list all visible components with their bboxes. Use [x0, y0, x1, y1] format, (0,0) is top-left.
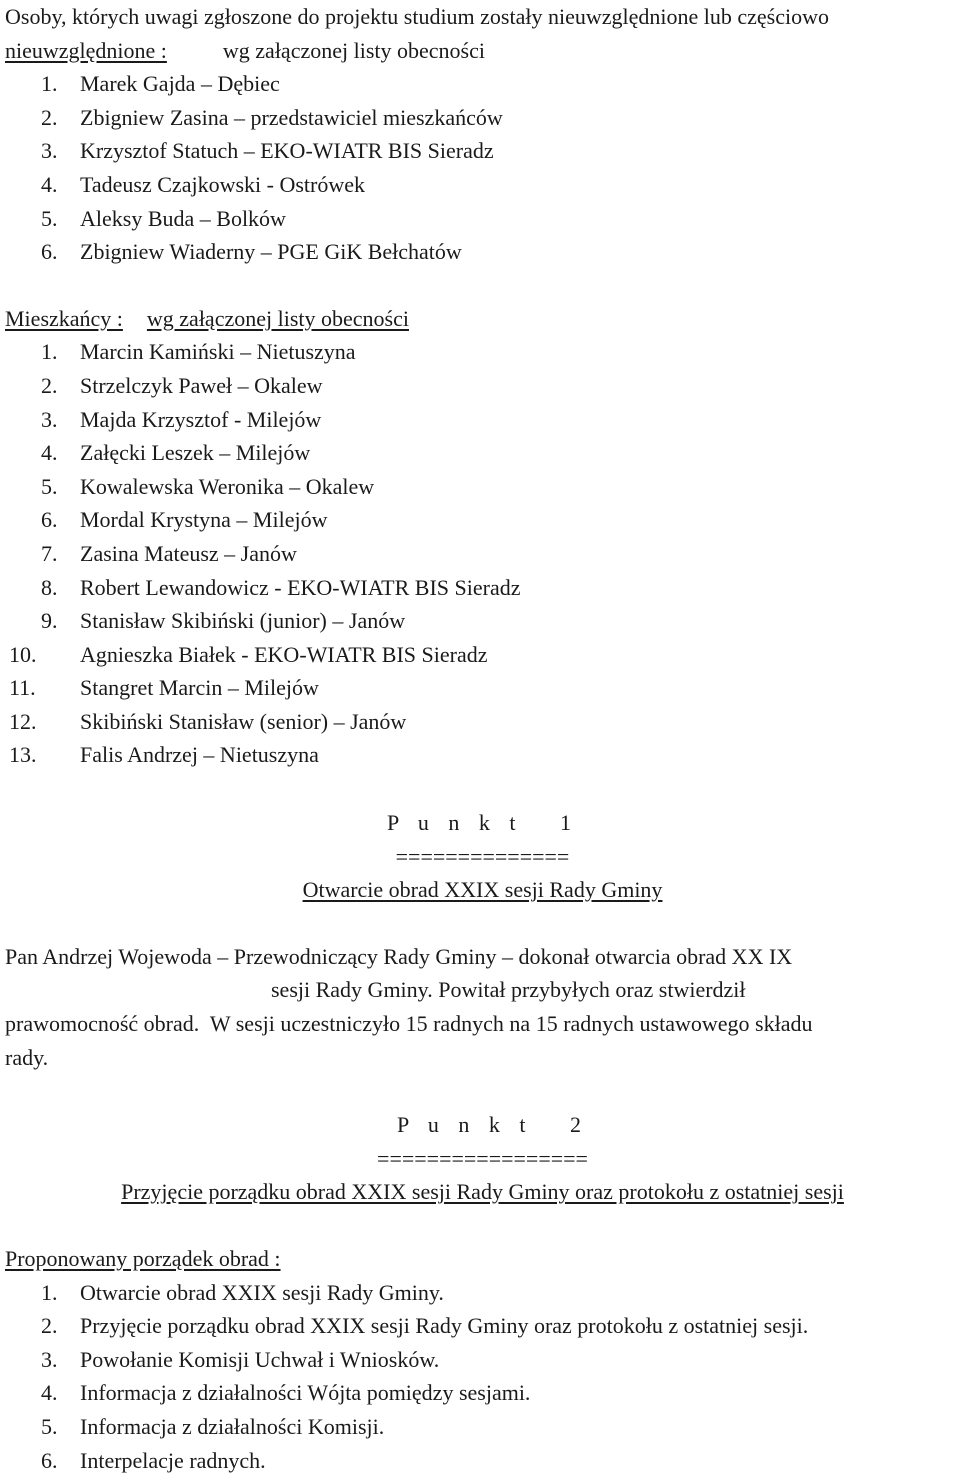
list-item: 3. Krzysztof Statuch – EKO-WIATR BIS Sieradz [41, 138, 494, 164]
list-item: 11. Stangret Marcin – Milejów [9, 675, 319, 701]
list-item: 1. Otwarcie obrad XXIX sesji Rady Gminy. [41, 1279, 444, 1305]
list-item: 6. Interpelacje radnych. [41, 1447, 266, 1473]
list-item: 1. Marek Gajda – Dębiec [41, 71, 280, 97]
list-item: 5. Kowalewska Weronika – Okalew [41, 473, 375, 499]
intro-line-2 [5, 34, 960, 68]
list-item: 6. Zbigniew Wiaderny – PGE GiK Bełchatów [41, 239, 462, 265]
list-item: 10. Agnieszka Białek - EKO-WIATR BIS Sieradz [9, 641, 488, 667]
list-item: 4. Tadeusz Czajkowski - Ostrówek [41, 171, 366, 197]
list-item: 3. Powołanie Komisji Uchwał i Wniosków. [41, 1346, 440, 1372]
list-item: 5. Informacja z działalności Komisji. [41, 1413, 385, 1439]
residents-attendance-note: wg załączonej listy obecności [146, 305, 409, 331]
punkt-1-paragraph-line-3: prawomocność obrad. W sesji uczestniczyło 15 radnych na 15 radnych ustawowego składu [5, 1011, 813, 1037]
list-item: 4. Załęcki Leszek – Milejów [41, 440, 311, 466]
list-item: 1. Marcin Kamiński – Nietuszyna [41, 339, 356, 365]
punkt-2-rule: ================= [377, 1145, 588, 1171]
list-item: 13. Falis Andrzej – Nietuszyna [9, 742, 319, 768]
list-item: 12. Skibiński Stanisław (senior) – Janów [9, 708, 407, 734]
list-item: 5. Aleksy Buda – Bolków [41, 205, 286, 231]
list-item: 3. Majda Krzysztof - Milejów [41, 406, 322, 432]
punkt-1-heading: P u n k t 1 [386, 810, 579, 836]
residents-label: Mieszkańcy : [5, 305, 123, 331]
list-item: 6. Mordal Krystyna – Milejów [41, 507, 328, 533]
list-item: 7. Zasina Mateusz – Janów [41, 540, 297, 566]
residents-header [5, 302, 960, 336]
section-punkt-2 [5, 1108, 960, 1477]
list-item: 9. Stanisław Skibiński (junior) – Janów [41, 608, 406, 634]
list-item: 2. Zbigniew Zasina – przedstawiciel mieszkańców [41, 104, 503, 130]
punkt-1-paragraph-line-1: Pan Andrzej Wojewoda – Przewodniczący Rady Gminy – dokonał otwarcia obrad XX IX [5, 943, 793, 969]
residents-list [5, 335, 960, 772]
intro-line-1: Osoby, których uwagi zgłoszone do projektu studium zostały nieuwzględnione lub częściowo [5, 4, 830, 29]
punkt-1-paragraph-line-2: sesji Rady Gminy. Powitał przybyłych oraz stwierdził [271, 977, 746, 1003]
agenda-label: Proponowany porządek obrad : [5, 1246, 281, 1271]
persons-list [5, 67, 960, 269]
intro-label-unconsidered: nieuwzględnione : [5, 37, 167, 63]
punkt-2-heading: P u n k t 2 [396, 1112, 589, 1138]
punkt-1-title: Otwarcie obrad XXIX sesji Rady Gminy [302, 877, 663, 903]
list-item: 2. Przyjęcie porządku obrad XXIX sesji Rady Gminy oraz protokołu z ostatniej sesji. [41, 1313, 809, 1339]
punkt-2-title: Przyjęcie porządku obrad XXIX sesji Rady Gminy oraz protokołu z ostatniej sesji [121, 1179, 844, 1205]
list-item: 4. Informacja z działalności Wójta pomiędzy sesjami. [41, 1380, 531, 1406]
agenda-list [5, 1276, 960, 1477]
punkt-1-paragraph-line-4: rady. [5, 1044, 49, 1070]
punkt-1-rule: ============== [395, 843, 570, 869]
section-punkt-1 [5, 806, 960, 1074]
list-item: 2. Strzelczyk Paweł – Okalew [41, 372, 323, 398]
intro-attendance-note: wg załączonej listy obecności [222, 37, 485, 63]
list-item: 8. Robert Lewandowicz - EKO-WIATR BIS Sieradz [41, 574, 521, 600]
